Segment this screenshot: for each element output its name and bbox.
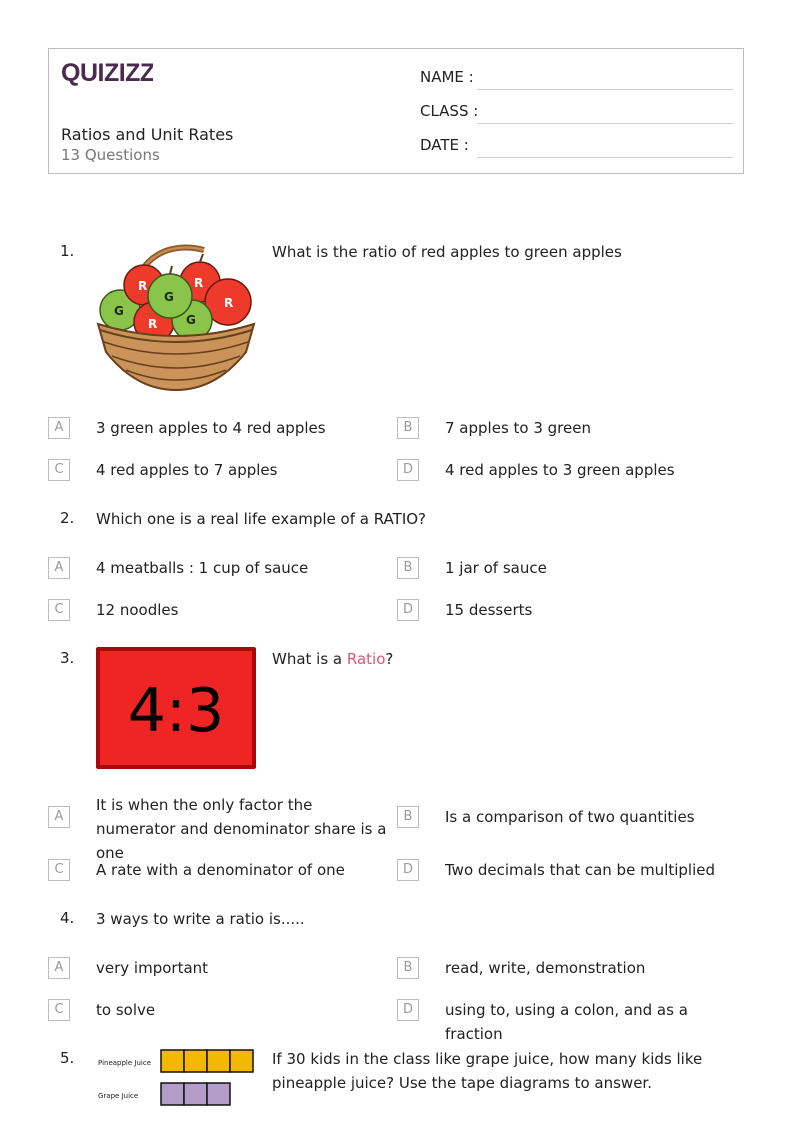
q4-option-a-text[interactable]: very important — [96, 959, 209, 977]
pineapple-tape — [161, 1050, 253, 1072]
grape-juice-label: Grape Juice — [98, 1092, 139, 1100]
q3-highlight-ratio: Ratio — [346, 650, 386, 668]
q2-option-a-text[interactable]: 4 meatballs : 1 cup of sauce — [96, 559, 309, 577]
q4-option-b-box[interactable]: B — [397, 957, 419, 979]
q1-option-d-text[interactable]: 4 red apples to 3 green apples — [445, 461, 675, 479]
q1-option-c-box[interactable]: C — [48, 459, 70, 481]
class-line[interactable] — [477, 123, 733, 124]
class-field[interactable] — [420, 102, 733, 124]
q2-option-c-box[interactable]: C — [48, 599, 70, 621]
name-field[interactable] — [420, 68, 733, 90]
q3-text-after: ? — [385, 650, 394, 668]
grape-tape-unit — [161, 1083, 184, 1105]
class-label: CLASS : — [420, 102, 479, 120]
q1-option-c-text[interactable]: 4 red apples to 7 apples — [96, 461, 278, 479]
pineapple-tape-unit — [207, 1050, 230, 1072]
name-label: NAME : — [420, 68, 474, 86]
grape-tape-unit — [184, 1083, 207, 1105]
date-field[interactable] — [420, 136, 733, 158]
q3-option-b-box[interactable]: B — [397, 806, 419, 828]
q3-option-a-text[interactable]: It is when the only factor the numerator and denominator share is a one — [96, 796, 387, 862]
question-1-text: What is the ratio of red apples to green apples — [272, 243, 622, 261]
svg-text:4:3: 4:3 — [127, 676, 225, 746]
svg-text:G: G — [164, 290, 174, 304]
date-line[interactable] — [477, 157, 733, 158]
q4-option-d-text[interactable]: using to, using a colon, and as a fraction — [445, 1001, 688, 1043]
tape-diagram-image — [96, 1048, 258, 1108]
q3-option-d-text[interactable]: Two decimals that can be multiplied — [445, 861, 716, 879]
question-3-number: 3. — [60, 649, 75, 667]
question-1-number: 1. — [60, 242, 75, 260]
q4-option-c-text[interactable]: to solve — [96, 1001, 156, 1019]
q4-option-a-box[interactable]: A — [48, 957, 70, 979]
q4-option-b-text[interactable]: read, write, demonstration — [445, 959, 646, 977]
q2-option-c-text[interactable]: 12 noodles — [96, 601, 179, 619]
grape-tape-unit — [207, 1083, 230, 1105]
worksheet-title: Ratios and Unit Rates — [61, 125, 234, 144]
question-5-number: 5. — [60, 1049, 75, 1067]
q3-option-a-box[interactable]: A — [48, 806, 70, 828]
q1-option-d-box[interactable]: D — [397, 459, 419, 481]
svg-text:R: R — [224, 296, 234, 310]
q2-option-b-box[interactable]: B — [397, 557, 419, 579]
question-2-number: 2. — [60, 509, 75, 527]
svg-text:G: G — [114, 304, 124, 318]
question-count: 13 Questions — [61, 146, 160, 164]
q3-text-before: What is a — [272, 650, 347, 668]
svg-text:R: R — [148, 317, 158, 331]
q4-option-c-box[interactable]: C — [48, 999, 70, 1021]
date-label: DATE : — [420, 136, 469, 154]
q2-option-a-box[interactable]: A — [48, 557, 70, 579]
pineapple-tape-unit — [161, 1050, 184, 1072]
pineapple-tape-unit — [184, 1050, 207, 1072]
svg-text:QUIZIZZ: QUIZIZZ — [61, 59, 153, 87]
apple-basket-image — [96, 240, 256, 392]
svg-text:R: R — [138, 279, 148, 293]
worksheet-header — [48, 48, 744, 174]
q4-option-d-box[interactable]: D — [397, 999, 419, 1021]
name-line[interactable] — [477, 89, 733, 90]
question-4-number: 4. — [60, 909, 75, 927]
question-5-text: If 30 kids in the class like grape juice, how many kids like pineapple juice? Use the tape diagrams to answer. — [272, 1050, 703, 1092]
quizizz-logo — [61, 59, 153, 93]
question-3-text — [272, 647, 742, 671]
question-4-text: 3 ways to write a ratio is..... — [96, 910, 305, 928]
svg-text:G: G — [186, 313, 196, 327]
question-2-text: Which one is a real life example of a RATIO? — [96, 510, 427, 528]
q1-option-a-text[interactable]: 3 green apples to 4 red apples — [96, 419, 326, 437]
q2-option-d-text[interactable]: 15 desserts — [445, 601, 533, 619]
q2-option-d-box[interactable]: D — [397, 599, 419, 621]
q3-option-b-text[interactable]: Is a comparison of two quantities — [445, 808, 695, 826]
q1-option-b-box[interactable]: B — [397, 417, 419, 439]
q1-option-a-box[interactable]: A — [48, 417, 70, 439]
pineapple-juice-label: Pineapple Juice — [98, 1059, 152, 1067]
q1-option-b-text[interactable]: 7 apples to 3 green — [445, 419, 591, 437]
q3-option-d-box[interactable]: D — [397, 859, 419, 881]
ratio-4-3-image — [96, 647, 256, 769]
grape-tape — [161, 1083, 230, 1105]
q2-option-b-text[interactable]: 1 jar of sauce — [445, 559, 547, 577]
svg-text:R: R — [194, 276, 204, 290]
q3-option-c-text[interactable]: A rate with a denominator of one — [96, 861, 345, 879]
q3-option-c-box[interactable]: C — [48, 859, 70, 881]
pineapple-tape-unit — [230, 1050, 253, 1072]
